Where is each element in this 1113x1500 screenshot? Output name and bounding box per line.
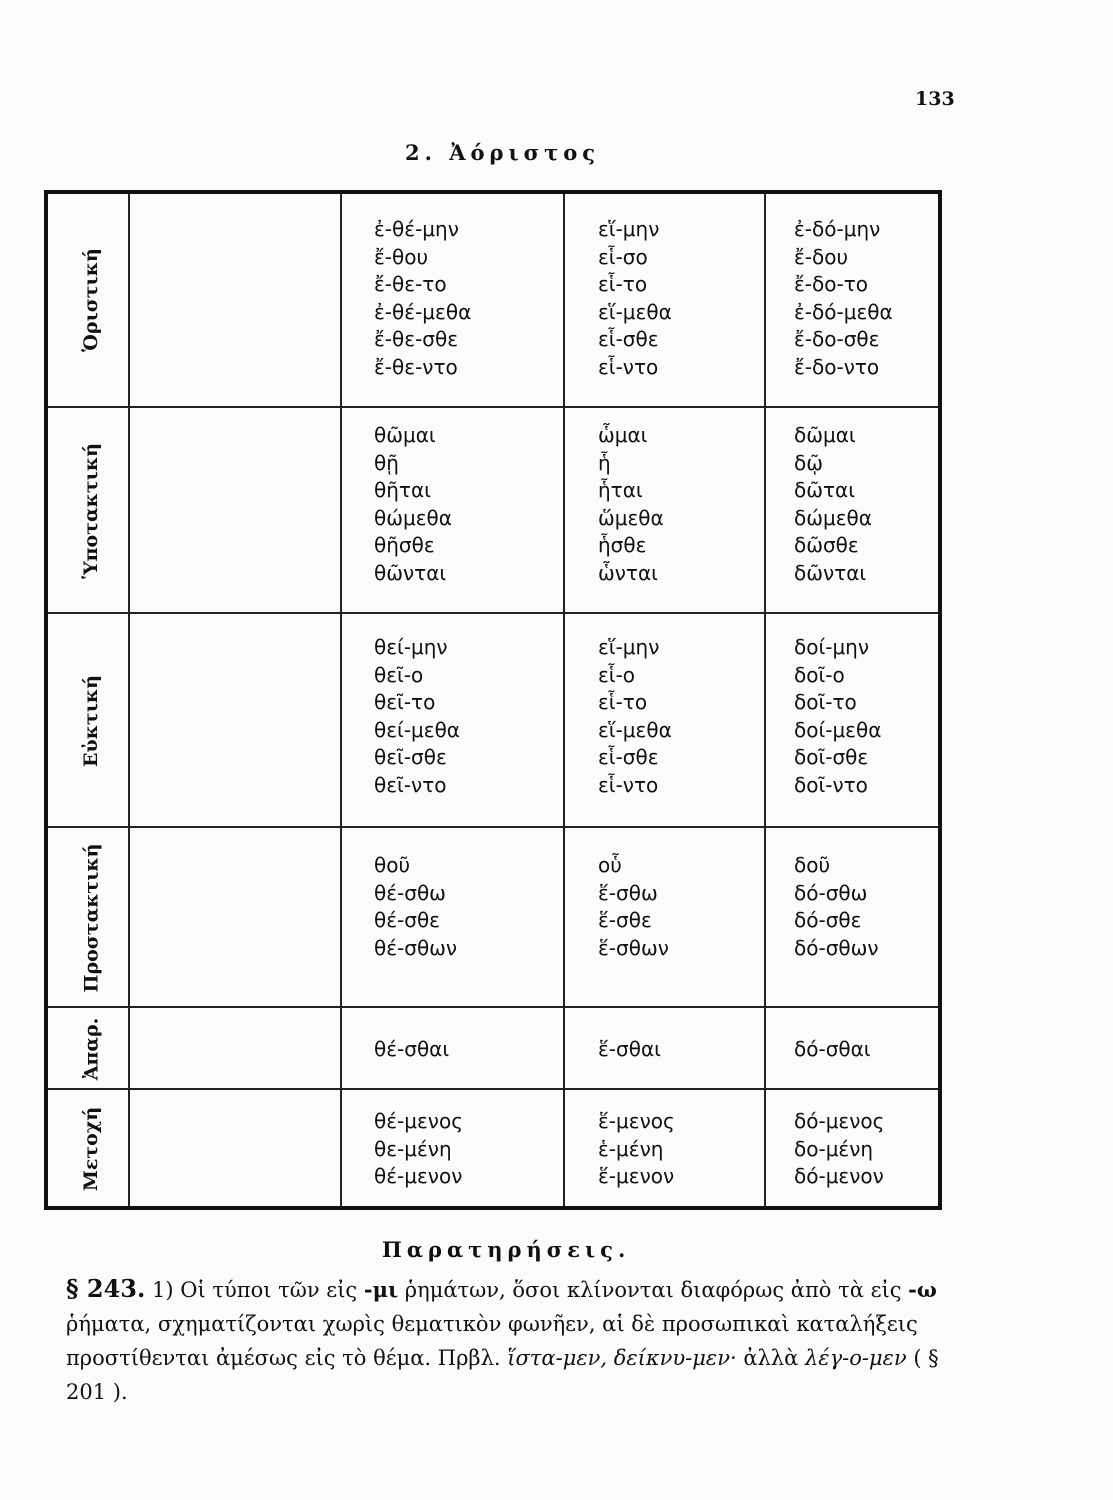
forms-column-3: δῶμαι δῷ δῶται δώμεθα δῶσθε δῶνται	[794, 423, 872, 585]
suffix-omega: -ω	[908, 1277, 937, 1302]
table-row-indicative	[48, 194, 938, 406]
forms-column-2: οὗ ἕ-σθω ἕ-σθε ἕ-σθων	[598, 853, 669, 960]
forms-column-3: δοί-μην δοῖ-ο δοῖ-το δοί-μεθα δοῖ-σθε δοῖ-ντο	[794, 635, 882, 797]
mood-label: Ὁριστική	[80, 248, 103, 352]
forms-column-2: εἵ-μην εἷ-ο εἷ-το εἵ-μεθα εἷ-σθε εἷ-ντο	[598, 635, 672, 797]
forms-column-3: ἐ-δό-μην ἔ-δου ἔ-δο-το ἐ-δό-μεθα ἔ-δο-σθε ἔ-δο-ντο	[794, 217, 893, 379]
table-row-infinitive	[48, 1006, 938, 1090]
mood-label: Μετοχή	[80, 1106, 103, 1192]
page-number: 133	[915, 88, 955, 110]
table-row-participle	[48, 1088, 938, 1208]
suffix-mi: -μι	[363, 1277, 399, 1302]
example-forms: ἵστα-μεν, δείκνυ-μεν·	[507, 1346, 737, 1370]
mood-label: Ἀπαρ.	[80, 1017, 102, 1081]
forms-column-1: θέ-σθαι	[374, 1037, 450, 1061]
forms-column-1: θῶμαι θῇ θῆται θώμεθα θῆσθε θῶνται	[374, 423, 452, 585]
forms-column-1: θέ-μενος θε-μένη θέ-μενον	[374, 1109, 463, 1188]
paragraph-text: ἀλλὰ	[736, 1346, 805, 1370]
observations-heading: Παρατηρήσεις.	[382, 1237, 631, 1262]
forms-column-2: ὧμαι ἧ ἧται ὥμεθα ἧσθε ὧνται	[598, 423, 664, 585]
mood-label: Προστακτική	[80, 843, 103, 993]
forms-column-2: ἕ-σθαι	[598, 1037, 661, 1061]
table-row-imperative	[48, 826, 938, 1008]
mood-label: Ὑποτακτική	[80, 443, 102, 579]
forms-column-1: θεί-μην θεῖ-ο θεῖ-το θεί-μεθα θεῖ-σθε θεῖ-ντο	[374, 635, 460, 797]
forms-column-1: θοῦ θέ-σθω θέ-σθε θέ-σθων	[374, 853, 458, 960]
forms-column-1: ἐ-θέ-μην ἔ-θου ἔ-θε-το ἐ-θέ-μεθα ἔ-θε-σθε ἔ-θε-ντο	[374, 217, 472, 379]
section-reference: § 243.	[66, 1274, 146, 1303]
paragraph-text: 1) Οἱ τύποι τῶν εἰς	[145, 1278, 364, 1302]
paragraph-text: ῥημάτων, ὅσοι κλίνονται διαφόρως ἀπὸ τὰ εἰς	[398, 1278, 909, 1302]
forms-column-2: ἕ-μενος ἑ-μένη ἕ-μενον	[598, 1109, 675, 1188]
section-title: 2. Ἀόριστος	[405, 140, 601, 165]
forms-column-3: δό-μενος δο-μένη δό-μενον	[794, 1109, 885, 1188]
table-row-optative	[48, 612, 938, 828]
example-form: λέγ-ο-μεν	[804, 1346, 907, 1370]
table-row-subjunctive	[48, 406, 938, 614]
paragraph-text: ῥήματα, σχηματίζονται χωρὶς θεματικὸν φωνῆεν, αἱ δὲ προσωπικαὶ καταλήξεις προστίθενται ἀμέσως εἰς τὸ θέμα. Πρβλ.	[66, 1312, 918, 1370]
conjugation-table	[44, 190, 942, 1210]
forms-column-3: δοῦ δό-σθω δό-σθε δό-σθων	[794, 853, 879, 960]
forms-column-3: δό-σθαι	[794, 1037, 871, 1061]
forms-column-2: εἵ-μην εἷ-σο εἷ-το εἵ-μεθα εἷ-σθε εἷ-ντο	[598, 217, 672, 379]
paragraph-text: ( § 201 ).	[66, 1346, 939, 1404]
mood-label: Εὐκτική	[80, 675, 103, 767]
section-243-paragraph	[66, 1272, 946, 1409]
